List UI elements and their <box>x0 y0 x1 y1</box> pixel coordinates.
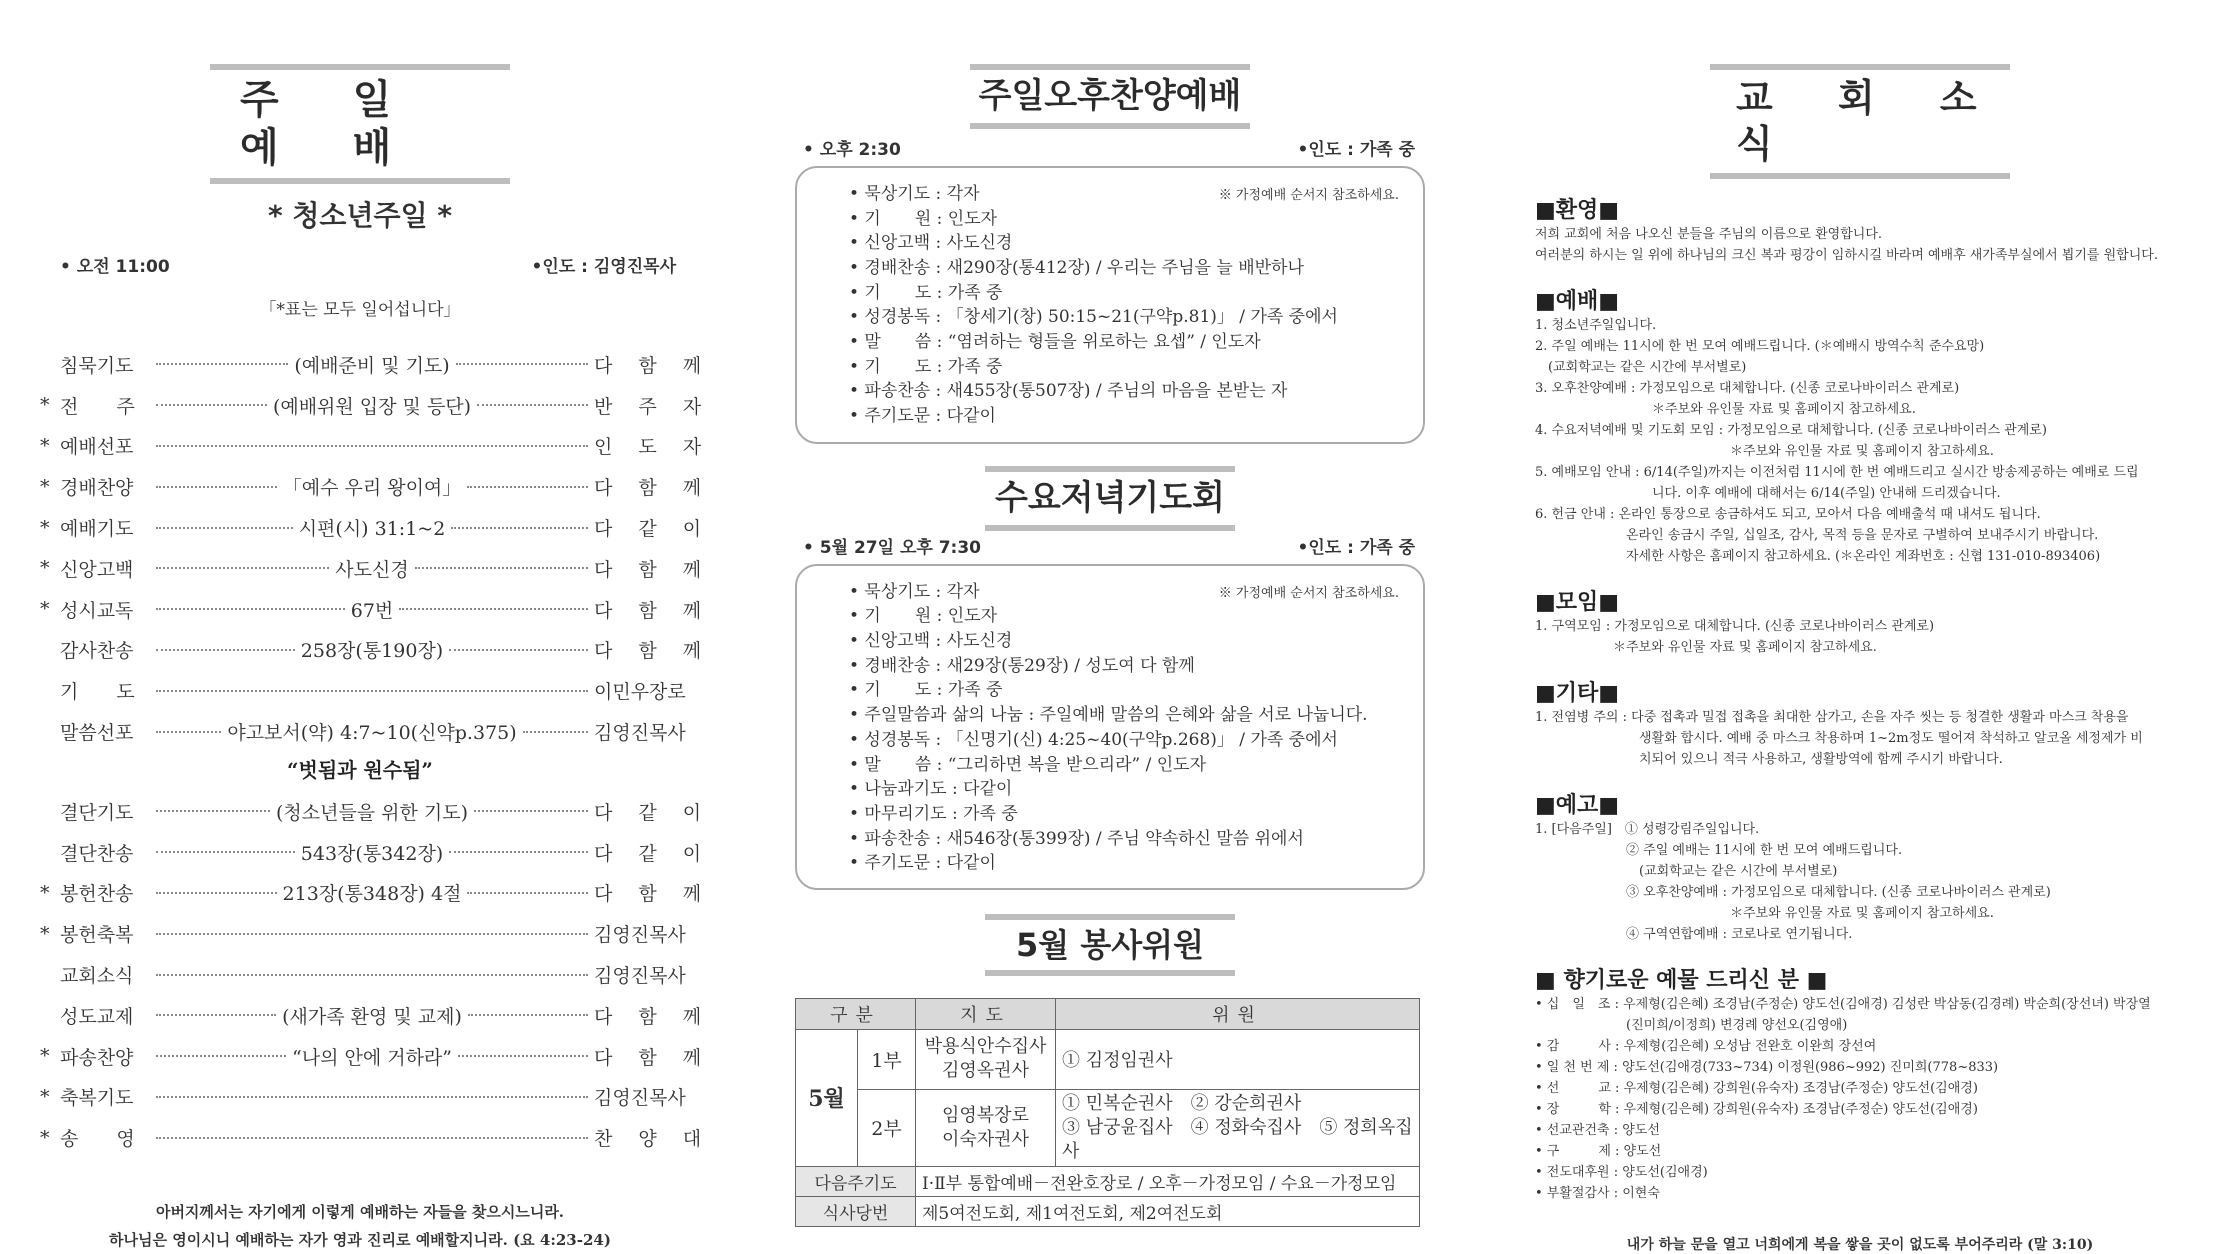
list-item: • 마무리기도 : 가족 중 <box>849 803 1018 824</box>
list-item: • 성경봉독 : 「신명기(신) 4:25~40(구약p.268)」 / 가족 중에서 <box>849 729 1338 750</box>
list-item: • 경배찬송 : 새29장(통29장) / 성도여 다 함께 <box>849 655 1195 676</box>
order-row <box>40 832 712 873</box>
leader-line <box>156 1055 286 1057</box>
order-item-by: 다 함 께 <box>594 558 712 581</box>
order-item-by: 다 함 께 <box>594 599 712 622</box>
order-item-by: 다 함 께 <box>594 883 712 906</box>
order-item-content: (예배준비 및 기도) <box>294 354 450 377</box>
order-row <box>40 913 686 954</box>
leader-line <box>156 527 293 529</box>
dot-leader <box>156 933 588 935</box>
dot-leader <box>156 596 588 623</box>
list-item: • 말 씀 : “염려하는 형들을 위로하는 요셉” / 인도자 <box>849 332 1261 353</box>
list-item: • 묵상기도 : 각자 <box>849 581 980 602</box>
standing-mark: * <box>40 394 50 417</box>
order-item-content: 67번 <box>350 599 394 622</box>
text-line: • 부활절감사 : 이현숙 <box>1535 1186 1660 1202</box>
dot-leader <box>156 1137 588 1139</box>
order-item-name: 말씀선포 <box>60 722 134 745</box>
wednesday-leader: •인도 : 가족 중 <box>1297 537 1415 558</box>
list-item: • 신앙고백 : 사도신경 <box>849 631 1013 651</box>
part-cell: 2부 <box>858 1089 916 1166</box>
reference-note: ※ 가정예배 순서지 참조하세요. <box>1218 187 1399 203</box>
leader-line <box>156 1014 276 1016</box>
etc-heading: ■기타■ <box>1535 681 1620 707</box>
order-item-by: 다 함 께 <box>594 354 712 377</box>
afternoon-time: • 오후 2:30 <box>803 139 901 160</box>
standing-mark: * <box>40 881 50 904</box>
order-row <box>40 630 712 671</box>
part-cell: 1부 <box>858 1029 916 1089</box>
order-item-by: 다 같 이 <box>594 518 712 541</box>
order-item-name: 봉헌축복 <box>60 924 134 947</box>
text-line: (교회학교는 같은 시간에 부서별로) <box>1535 864 1838 880</box>
standing-note: 「*표는 모두 일어섭니다」 <box>259 300 461 320</box>
order-row <box>40 711 686 752</box>
section-title: 5월 봉사위원 <box>1016 925 1204 964</box>
order-item-by: 다 같 이 <box>594 801 712 824</box>
meeting-heading: ■모임■ <box>1535 590 1620 616</box>
wednesday-order-box <box>795 564 1425 890</box>
verse-line-2: 하나님은 영이시니 예배하는 자가 영과 진리로 예배할지니라. (요 4:23-24) <box>109 1231 611 1250</box>
order-item-content: (예배위원 입장 및 등단) <box>272 395 472 418</box>
notice-heading: ■예고■ <box>1535 793 1620 819</box>
order-row <box>40 385 712 426</box>
worship-heading: ■예배■ <box>1535 289 1620 315</box>
text-line: 니다. 이후 예배에 대해서는 6/14(주일) 안내해 드리겠습니다. <box>1535 486 2001 502</box>
text-line: 치되어 있으니 적극 사용하고, 생활방역에 함께 주시기 바랍니다. <box>1535 752 2003 768</box>
list-item: • 주기도문 : 다같이 <box>849 406 996 427</box>
text-line: • 구 제 : 양도선 <box>1535 1144 1662 1160</box>
volunteers-title-block <box>985 914 1235 976</box>
leader-line <box>156 933 588 935</box>
leader-line <box>477 404 588 406</box>
section-title: 교 회 소 식 <box>1736 76 2003 166</box>
order-item-content: 「예수 우리 왕이여」 <box>282 477 462 500</box>
text-line: 4. 수요저녁예배 및 기도회 모임 : 가정모임으로 대체합니다. (신종 코로나바이러스 관계로) <box>1535 423 2047 439</box>
dot-leader <box>156 1043 588 1070</box>
leader-line <box>156 486 277 488</box>
dot-leader <box>156 392 588 419</box>
list-item: • 기 도 : 가족 중 <box>849 282 1003 303</box>
list-item: • 파송찬송 : 새455장(통507장) / 주님의 마음을 본받는 자 <box>849 381 1288 402</box>
order-item-name: 성도교제 <box>60 1005 134 1028</box>
order-item-name: 감사찬송 <box>60 640 134 663</box>
standing-mark: * <box>40 1085 50 1108</box>
leader-line <box>156 810 270 812</box>
order-item-by: 다 함 께 <box>594 477 712 500</box>
standing-mark: * <box>40 434 50 457</box>
afternoon-title-block <box>970 64 1250 129</box>
standing-mark: * <box>40 475 50 498</box>
news-title-block <box>1710 64 2010 179</box>
row-value: Ⅰ·Ⅱ부 통합예배－전완호장로 / 오후－가정모임 / 수요－가정모임 <box>916 1166 1420 1196</box>
leader-line <box>415 567 588 569</box>
order-item-name: 교회소식 <box>60 965 134 988</box>
worship-text <box>1535 315 2185 567</box>
order-row <box>40 954 686 995</box>
text-line: 생활화 합시다. 예배 중 마스크 착용하며 1~2m정도 떨어져 착석하고 알코올 세정제가 비 <box>1535 731 2143 747</box>
welcome-heading: ■환영■ <box>1535 198 1620 224</box>
title-bar-bottom <box>1710 173 2010 179</box>
dot-leader <box>156 690 588 692</box>
welcome-text <box>1535 224 2185 266</box>
list-item: • 주기도문 : 다같이 <box>849 853 996 874</box>
text-line: • 장 학 : 우제형(김은혜) 강희원(유숙자) 조경남(주정순) 양도선(김애경) <box>1535 1102 1978 1118</box>
order-item-name: 침묵기도 <box>60 354 134 377</box>
text-line: • 감 사 : 우제형(김은혜) 오성남 전완호 이완희 장선여 <box>1535 1039 1877 1055</box>
standing-mark: * <box>40 922 50 945</box>
order-item-by: 다 같 이 <box>594 842 712 865</box>
order-row <box>40 995 712 1036</box>
order-item-by: 김영진목사 <box>594 965 686 988</box>
standing-mark: * <box>40 1045 50 1068</box>
dot-leader <box>156 1096 588 1098</box>
order-item-name: 예배기도 <box>60 518 134 541</box>
leader-line <box>468 1014 588 1016</box>
leader-line <box>156 445 588 447</box>
order-item-by: 김영진목사 <box>594 1087 686 1110</box>
title-bar-bottom <box>210 178 510 184</box>
text-line: ＊주보와 유인물 자료 및 홈페이지 참고하세요. <box>1535 402 1916 418</box>
text-line: 1. [다음주일] ① 성령강림주일입니다. <box>1535 822 1760 838</box>
row-value: 제5여전도회, 제1여전도회, 제2여전도회 <box>916 1196 1420 1226</box>
leader-line <box>523 731 588 733</box>
dot-leader <box>156 636 588 663</box>
dot-leader <box>156 555 588 582</box>
section-title: 수요저녁기도회 <box>995 477 1225 518</box>
afternoon-column <box>795 0 1425 1240</box>
afternoon-order-list <box>849 182 1401 429</box>
sunday-worship-column <box>40 0 712 1250</box>
leader-line <box>474 810 588 812</box>
order-row <box>40 548 712 589</box>
lead-name: 김영옥권사 <box>942 1060 1029 1082</box>
table-row <box>796 1089 1420 1166</box>
order-item-content: (청소년들을 위한 기도) <box>275 801 469 824</box>
dot-leader <box>156 351 588 378</box>
lead-name: 이숙자권사 <box>942 1128 1029 1150</box>
order-item-name: 봉헌찬송 <box>60 883 134 906</box>
lead-name: 박용식안수집사 <box>924 1036 1047 1058</box>
member-line: ③ 남궁윤집사 ④ 정화숙집사 ⑤ 정희옥집사 <box>1062 1116 1413 1162</box>
order-item-name: 신앙고백 <box>60 558 134 581</box>
sunday-worship-title-block <box>210 64 510 184</box>
afternoon-leader: •인도 : 가족 중 <box>1297 139 1415 160</box>
reference-note: ※ 가정예배 순서지 참조하세요. <box>1218 585 1399 601</box>
leader-line <box>449 851 588 853</box>
standing-mark: * <box>40 557 50 580</box>
service-time: • 오전 11:00 <box>60 257 170 277</box>
text-line: • 전도대후원 : 양도선(김애경) <box>1535 1165 1708 1181</box>
leader-line <box>399 608 588 610</box>
list-item: • 묵상기도 : 각자 <box>849 183 980 204</box>
text-line: ② 주일 예배는 11시에 한 번 모여 예배드립니다. <box>1535 843 1903 859</box>
bottom-verse: 내가 하늘 문을 열고 너희에게 복을 쌓을 곳이 없도록 부어주리라 (말 3:10) <box>1626 1237 2094 1254</box>
sermon-title: “벗됨과 원수됨” <box>287 757 433 782</box>
list-item: • 기 원 : 인도자 <box>849 606 998 627</box>
order-row <box>40 791 712 832</box>
text-line: 1. 전염병 주의 : 다중 접촉과 밀접 접촉을 최대한 삼가고, 손을 자주 씻는 등 청결한 생활과 마스크 착용을 <box>1535 710 2129 726</box>
order-item-by: 김영진목사 <box>594 722 686 745</box>
text-line: • 선 교 : 우제형(김은혜) 강희원(유숙자) 조경남(주정순) 양도선(김애경) <box>1535 1081 1978 1097</box>
text-line: ＊주보와 유인물 자료 및 홈페이지 참고하세요. <box>1535 640 1877 656</box>
text-line: (교회학교는 같은 시간에 부서별로) <box>1535 360 1747 376</box>
order-item-content: 사도신경 <box>335 558 409 581</box>
leader-line <box>156 649 295 651</box>
offering-text <box>1535 994 2185 1204</box>
table-row <box>796 1166 1420 1196</box>
list-item: • 파송찬송 : 새546장(통399장) / 주님 약속하신 말씀 위에서 <box>849 828 1304 849</box>
order-list <box>40 344 712 752</box>
list-item: • 경배찬송 : 새290장(통412장) / 우리는 주님을 늘 배반하나 <box>849 257 1304 278</box>
text-line: 2. 주일 예배는 11시에 한 번 모여 예배드립니다. (＊예배시 방역수칙 준수요망) <box>1535 339 1985 355</box>
order-item-name: 전 주 <box>60 395 135 418</box>
leader-line <box>156 404 267 406</box>
afternoon-order-box <box>795 166 1425 444</box>
leader-line <box>156 567 329 569</box>
order-item-by: 김영진목사 <box>594 924 686 947</box>
order-row <box>40 670 686 711</box>
order-row <box>40 466 712 507</box>
dot-leader <box>156 445 588 447</box>
text-line: 자세한 사항은 홈페이지 참고하세요. (＊온라인 계좌번호 : 신협 131-010-893406) <box>1535 549 2101 565</box>
leader-line <box>467 486 588 488</box>
text-line: 3. 오후찬양예배 : 가정모임으로 대체합니다. (신종 코로나바이러스 관계로) <box>1535 381 1960 397</box>
etc-text <box>1535 707 2185 770</box>
list-item: • 말 씀 : “그리하면 복을 받으리라” / 인도자 <box>849 754 1207 775</box>
leader-line <box>156 974 588 976</box>
text-line: ③ 오후찬양예배 : 가정모임으로 대체합니다. (신종 코로나바이러스 관계로) <box>1535 885 2051 901</box>
service-meta <box>40 252 680 277</box>
text-line: 6. 헌금 안내 : 온라인 통장으로 송금하셔도 되고, 모아서 다음 예배출석 때 내셔도 됩니다. <box>1535 507 2041 523</box>
order-item-content: 시편(시) 31:1~2 <box>298 518 446 541</box>
month-cell: 5월 <box>796 1029 858 1166</box>
leader-line <box>156 731 221 733</box>
order-row <box>40 344 712 385</box>
verse-line-1: 아버지께서는 자기에게 이렇게 예배하는 자들을 찾으시느니라. <box>155 1203 565 1222</box>
offering-heading: ■ 향기로운 예물 드리신 분 ■ <box>1535 968 1828 994</box>
order-item-name: 경배찬양 <box>60 477 134 500</box>
leader-line <box>467 892 588 894</box>
text-line: ＊주보와 유인물 자료 및 홈페이지 참고하세요. <box>1535 906 1994 922</box>
list-item: • 나눔과기도 : 다같이 <box>849 779 1013 800</box>
leader-line <box>156 363 288 365</box>
leader-line <box>156 690 588 692</box>
order-item-content: 258장(통190장) <box>300 640 444 663</box>
order-row <box>40 1077 686 1118</box>
order-item-name: 기 도 <box>60 681 135 704</box>
order-row <box>40 1036 712 1077</box>
text-line: 저희 교회에 처음 나오신 분들을 주님의 이름으로 환영합니다. <box>1535 227 1883 243</box>
list-item: • 주일말씀과 삶의 나눔 : 주일예배 말씀의 은혜와 삶을 서로 나눕니다. <box>849 705 1368 726</box>
list-item: • 기 도 : 가족 중 <box>849 680 1003 701</box>
news-column <box>1535 0 2185 1254</box>
standing-mark: * <box>40 516 50 539</box>
wednesday-order-list <box>849 580 1401 876</box>
section-title: 주일오후찬양예배 <box>978 76 1242 116</box>
order-item-content: 213장(통348장) 4절 <box>282 883 462 906</box>
table-header: 구분 <box>796 998 916 1029</box>
leader-line <box>451 527 588 529</box>
order-row <box>40 589 712 630</box>
text-line: 5. 예배모임 안내 : 6/14(주일)까지는 이전처럼 11시에 한 번 예배드리고 실시간 방송제공하는 예배로 드립 <box>1535 465 2139 481</box>
order-item-content: “나의 안에 거하라” <box>292 1046 452 1069</box>
lead-cell <box>916 1029 1056 1089</box>
order-item-by: 찬 양 대 <box>594 1128 712 1151</box>
table-row <box>796 1196 1420 1226</box>
leader-line <box>156 1137 588 1139</box>
dot-leader <box>156 974 588 976</box>
leader-line <box>449 649 588 651</box>
order-item-by: 다 함 께 <box>594 640 712 663</box>
table-header-row <box>796 998 1420 1029</box>
standing-mark: * <box>40 598 50 621</box>
order-row <box>40 507 712 548</box>
leader-line <box>456 363 588 365</box>
order-row <box>40 1117 712 1158</box>
order-item-name: 파송찬양 <box>60 1046 134 1069</box>
leader-line <box>156 1096 588 1098</box>
title-bar-bottom <box>970 123 1250 129</box>
order-item-content: 543장(통342장) <box>300 842 444 865</box>
text-line: ＊주보와 유인물 자료 및 홈페이지 참고하세요. <box>1535 444 1994 460</box>
row-head: 다음주기도 <box>796 1166 916 1196</box>
member-cell: ① 김정임권사 <box>1056 1029 1420 1089</box>
order-item-name: 예배선포 <box>60 436 134 459</box>
dot-leader <box>156 798 588 825</box>
leader-line <box>458 1055 588 1057</box>
order-item-by: 이민우장로 <box>594 681 686 704</box>
title-bar-bottom <box>985 970 1235 976</box>
dot-leader <box>156 839 588 866</box>
list-item: • 기 도 : 가족 중 <box>849 356 1003 377</box>
order-item-by: 반 주 자 <box>594 395 712 418</box>
dot-leader <box>156 879 588 906</box>
text-line: • 선교관건축 : 양도선 <box>1535 1123 1660 1139</box>
standing-mark: * <box>40 1126 50 1149</box>
list-item: • 신앙고백 : 사도신경 <box>849 233 1013 254</box>
wednesday-title-block <box>985 466 1235 531</box>
list-item: • 성경봉독 : 「창세기(창) 50:15~21(구약p.81)」 / 가족 중에서 <box>849 307 1338 328</box>
dot-leader <box>156 718 588 745</box>
leader-line <box>156 608 345 610</box>
order-item-name: 축복기도 <box>60 1087 134 1110</box>
table-header: 지도 <box>916 998 1056 1029</box>
afternoon-meta <box>795 135 1425 160</box>
text-line: 온라인 송금시 주일, 십일조, 감사, 목적 등을 문자로 구별하여 보내주시기 바랍니다. <box>1535 528 2099 544</box>
leader-line <box>156 892 277 894</box>
wednesday-time: • 5월 27일 오후 7:30 <box>803 537 981 558</box>
lead-cell <box>916 1089 1056 1166</box>
bible-verse <box>40 1198 680 1254</box>
row-head: 식사당번 <box>796 1196 916 1226</box>
text-line: 여러분의 하시는 일 위에 하나님의 크신 복과 평강이 임하시길 바라며 예배후 새가족부실에서 뵙기를 원합니다. <box>1535 248 2158 264</box>
title-bar-bottom <box>985 525 1235 531</box>
subtitle: * 청소년주일 * <box>267 199 453 232</box>
notice-text <box>1535 819 2185 945</box>
order-item-name: 성시교독 <box>60 599 134 622</box>
order-item-by: 다 함 께 <box>594 1005 712 1028</box>
dot-leader <box>156 473 588 500</box>
table-row <box>796 1029 1420 1089</box>
text-line: 1. 청소년주일입니다. <box>1535 318 1657 334</box>
dot-leader <box>156 1002 588 1029</box>
order-list-2 <box>40 791 712 1158</box>
order-item-content: (새가족 환영 및 교제) <box>282 1005 462 1028</box>
order-item-by: 다 함 께 <box>594 1046 712 1069</box>
text-line: • 일 천 번 제 : 양도선(김애경(733~734) 이정원(986~992) 진미희(778~833) <box>1535 1060 1999 1076</box>
service-leader: •인도 : 김영진목사 <box>531 257 676 277</box>
order-row <box>40 873 712 914</box>
order-item-name: 송 영 <box>60 1128 135 1151</box>
volunteers-table <box>795 998 1420 1227</box>
wednesday-meta <box>795 533 1425 558</box>
order-item-name: 결단찬송 <box>60 842 134 865</box>
page-title: 주 일 예 배 <box>240 77 422 171</box>
text-line: 1. 구역모임 : 가정모임으로 대체합니다. (신종 코로나바이러스 관계로) <box>1535 619 1935 635</box>
lead-name: 임영복장로 <box>942 1104 1029 1126</box>
order-row <box>40 426 712 467</box>
leader-line <box>156 851 295 853</box>
order-item-content: 야고보서(약) 4:7~10(신약p.375) <box>227 722 517 745</box>
text-line: (진미희/이정희) 변경례 양선오(김영애) <box>1535 1018 1848 1034</box>
table-header: 위원 <box>1056 998 1420 1029</box>
order-item-name: 결단기도 <box>60 801 134 824</box>
member-line: ① 민복순권사 ② 강순희권사 <box>1062 1092 1302 1114</box>
member-cell <box>1056 1089 1420 1166</box>
list-item: • 기 원 : 인도자 <box>849 208 998 229</box>
dot-leader <box>156 514 588 541</box>
order-item-by: 인 도 자 <box>594 436 712 459</box>
text-line: • 십 일 조 : 우제형(김은혜) 조경남(주정순) 양도선(김애경) 김성란 박삼동(김경례) 박순희(장선녀) 박장열 <box>1535 997 2151 1013</box>
text-line: ④ 구역연합예배 : 코로나로 연기됩니다. <box>1535 927 1853 943</box>
meeting-text <box>1535 616 2185 658</box>
